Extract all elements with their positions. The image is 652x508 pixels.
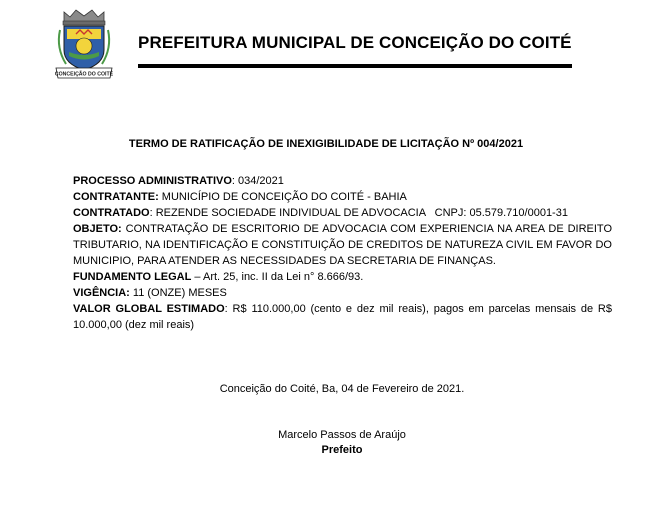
crest-ribbon-text: CONCEIÇÃO DO COITÉ (54, 71, 114, 78)
contratado-label: CONTRATADO (73, 207, 150, 219)
place-date: Conceição do Coité, Ba, 04 de Fevereiro de 2021. (219, 383, 465, 395)
contratado-line (73, 205, 612, 221)
signer-role: Prefeito (321, 444, 363, 456)
vigencia-line (73, 285, 612, 301)
objeto-paragraph (73, 221, 612, 269)
objeto-value: CONTRATAÇÃO DE ESCRITORIO DE ADVOCACIA COM EXPERIENCIA NA AREA DE DIREITO TRIBUTARIO, NA IDENTIFICAÇÃO E CONSTITUIÇÃO DE CREDITOS DE NATUREZA CIVIL EM FAVOR DO MUNICIPIO, PARA ATENDER AS NECESSIDADES DA SECRETARIA DE FINANÇAS. (73, 223, 612, 267)
vigencia-value: 11 (ONZE) MESES (129, 287, 227, 299)
fundamento-value: – Art. 25, inc. II da Lei n° 8.666/93. (191, 271, 364, 283)
fundamento-label: FUNDAMENTO LEGAL (73, 271, 192, 283)
valor-label: VALOR GLOBAL ESTIMADO (73, 303, 225, 315)
document-body (73, 173, 612, 333)
processo-line (73, 173, 612, 189)
processo-label: PROCESSO ADMINISTRATIVO (73, 175, 232, 187)
document-title: TERMO DE RATIFICAÇÃO DE INEXIGIBILIDADE DE LICITAÇÃO Nº 004/2021 (128, 138, 524, 150)
government-title: PREFEITURA MUNICIPAL DE CONCEIÇÃO DO COITÉ (138, 33, 572, 52)
processo-value: : 034/2021 (231, 175, 284, 187)
contratante-value: MUNICÍPIO DE CONCEIÇÃO DO COITÉ - BAHIA (158, 191, 407, 203)
contratado-value: : REZENDE SOCIEDADE INDIVIDUAL DE ADVOCACIA CNPJ: 05.579.710/0001-31 (149, 207, 568, 219)
header-divider (138, 64, 572, 68)
signer-name: Marcelo Passos de Araújo (278, 429, 406, 441)
contratante-line (73, 189, 612, 205)
valor-paragraph (73, 301, 612, 333)
fundamento-line (73, 269, 612, 285)
valor-value: : R$ 110.000,00 (cento e dez mil reais), pagos em parcelas mensais de R$ 10.000,00 (dez mil reais) (73, 303, 612, 331)
municipal-crest-icon (52, 8, 116, 80)
objeto-label: OBJETO: (73, 223, 122, 235)
contratante-label: CONTRATANTE: (73, 191, 159, 203)
vigencia-label: VIGÊNCIA: (73, 287, 130, 299)
